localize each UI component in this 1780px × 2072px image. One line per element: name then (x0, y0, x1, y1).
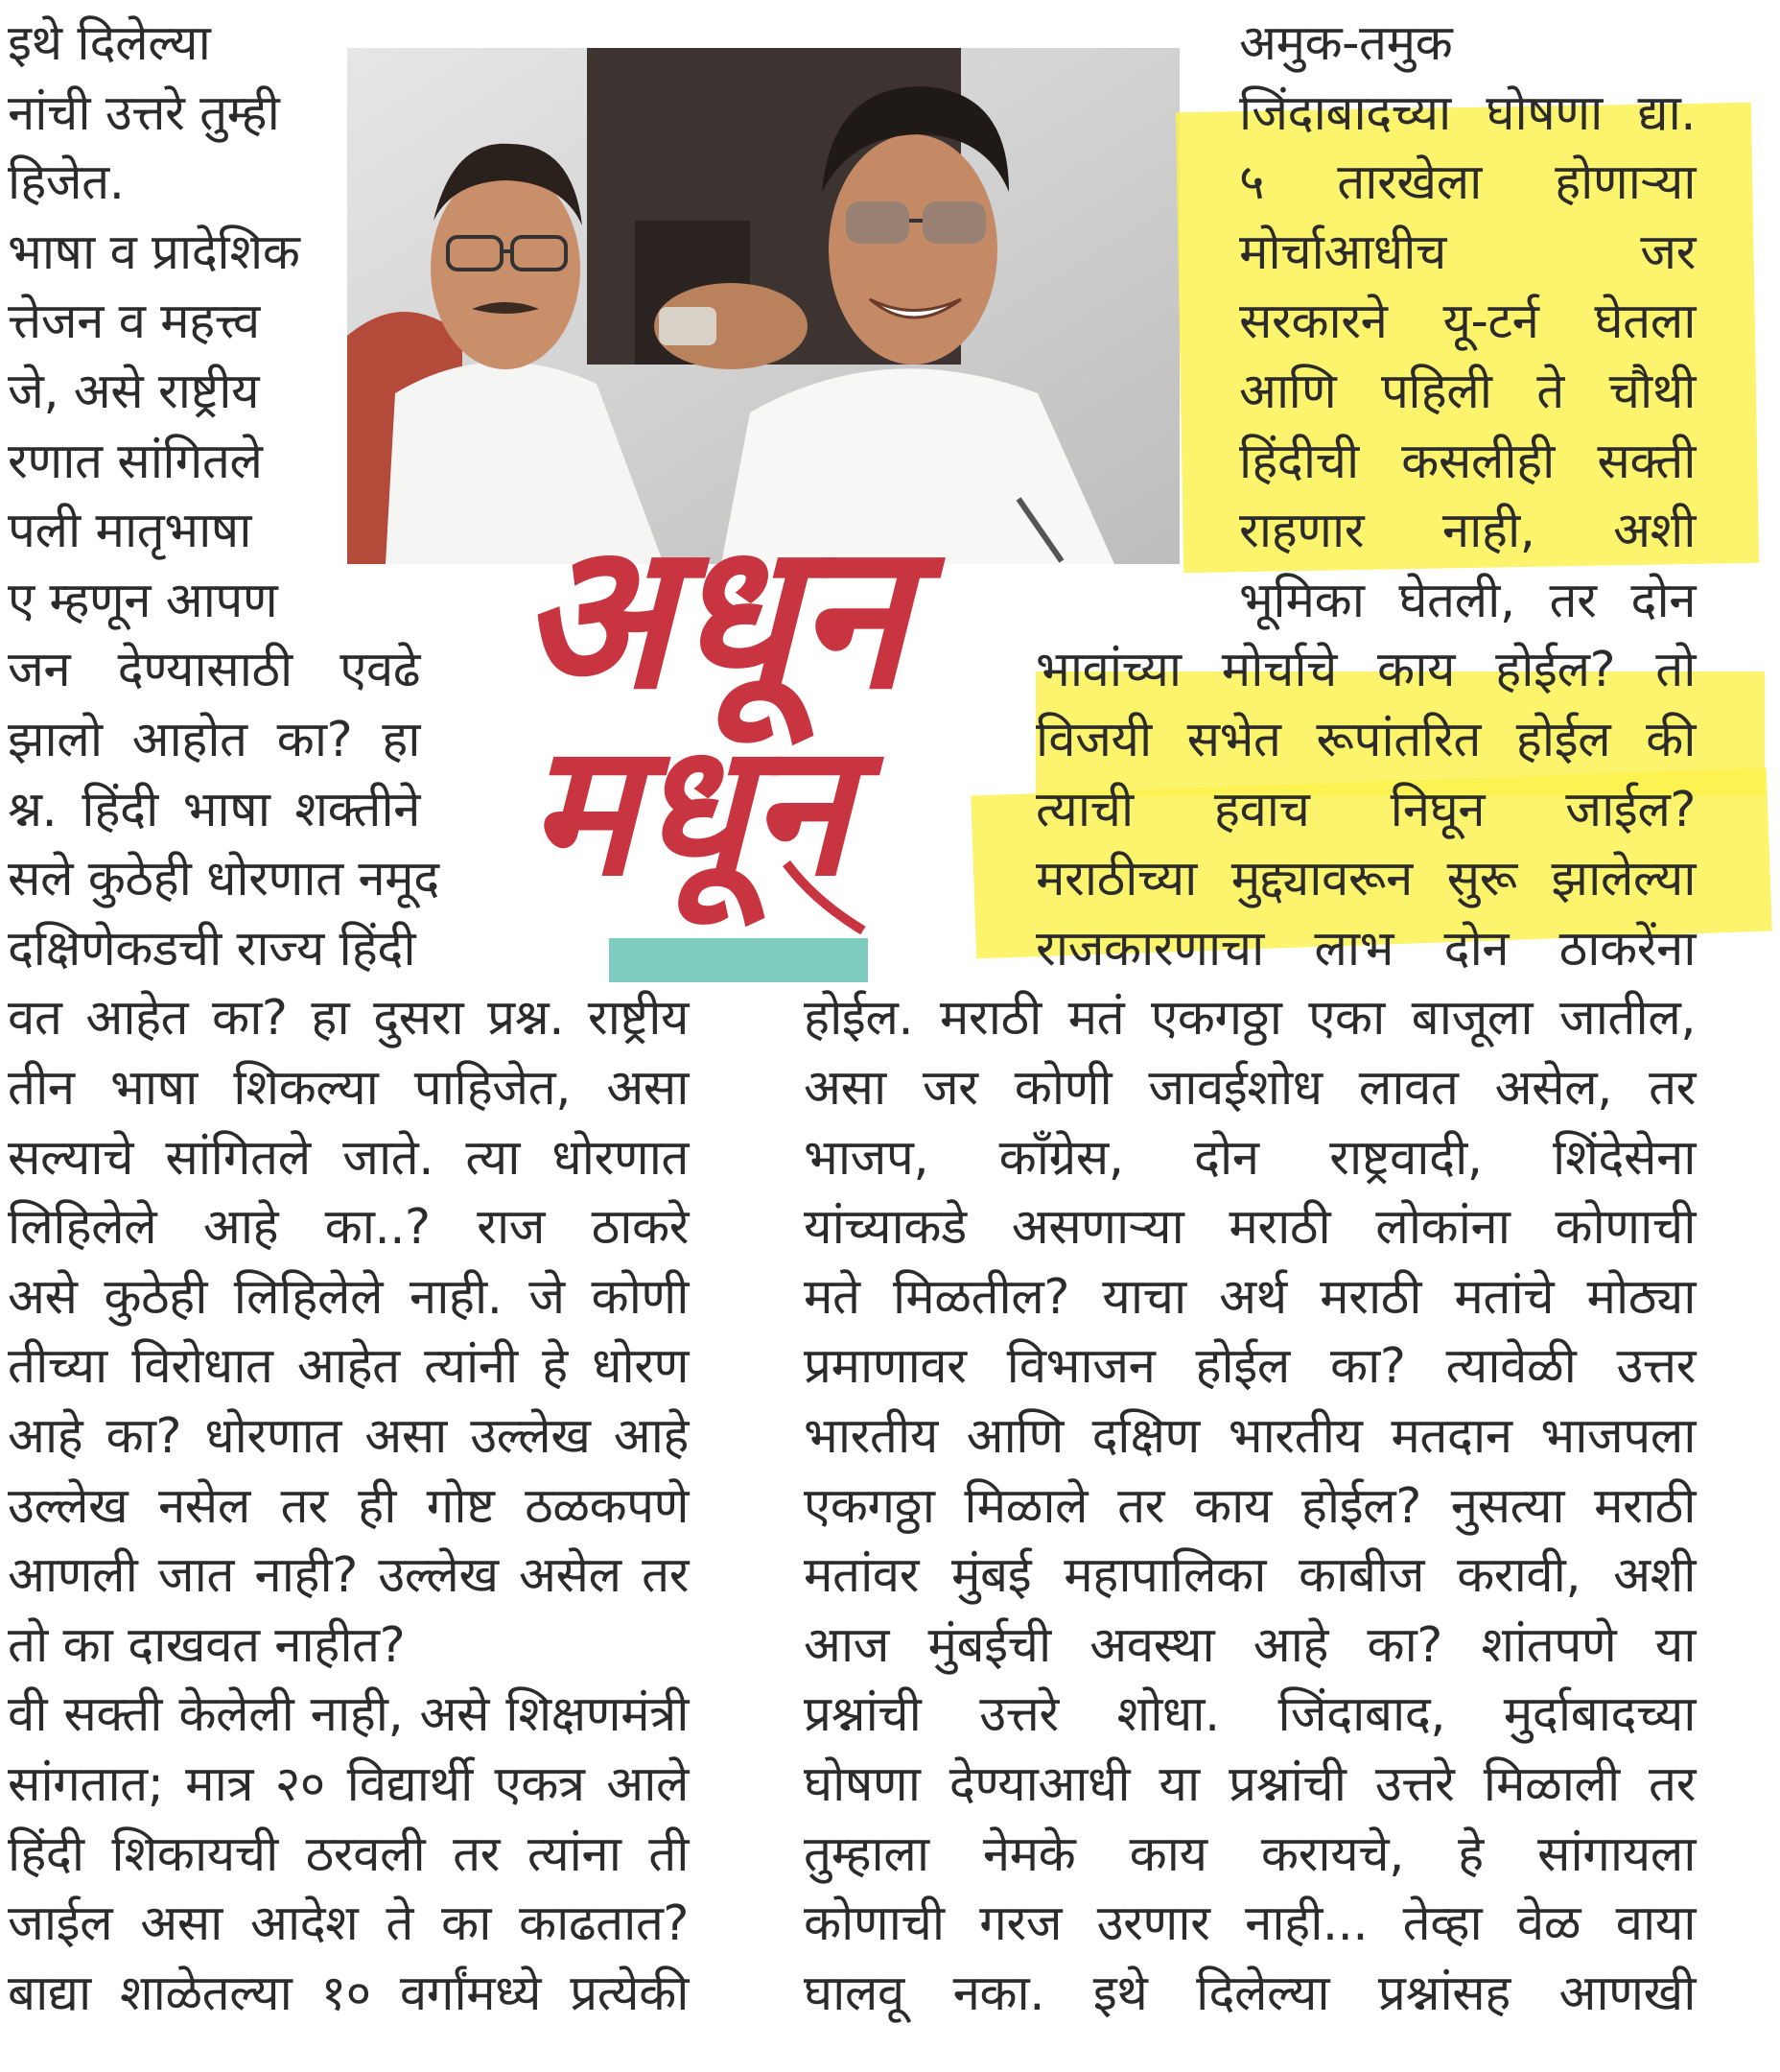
right-column-line: असा जर कोणी जावईशोध लावत असेल, तर (804, 1060, 1696, 1117)
left-column-line: सल्याचे सांगितले जाते. त्या धोरणात (8, 1129, 689, 1187)
right-column-line: मते मिळतील? याचा अर्थ मराठी मतांचे मोठ्या (804, 1268, 1696, 1326)
left-column-line: तीन भाषा शिकल्या पाहिजेत, असा (8, 1060, 689, 1117)
left-column-line: जे, असे राष्ट्रीय (8, 364, 260, 420)
left-column-line: नांची उत्तरे तुम्ही (8, 84, 280, 142)
right-column-line: सरकारने यू-टर्न घेतला (1239, 294, 1696, 351)
left-column-line: वी सक्ती केलेली नाही, असे शिक्षणमंत्री (8, 1686, 689, 1744)
column-logo-line1: अधून (518, 497, 908, 734)
column-logo-bar (609, 938, 868, 982)
right-column-line: मतांवर मुंबई महापालिका काबीज करावी, अशी (804, 1547, 1696, 1605)
left-column-line: झालो आहोत का? हा (8, 712, 420, 768)
right-column-line: अमुक-तमुक (1239, 15, 1453, 72)
left-column-line: वत आहेत का? हा दुसरा प्रश्न. राष्ट्रीय (8, 990, 689, 1048)
right-column-line: आज मुंबईची अवस्था आहे का? शांतपणे या (804, 1616, 1696, 1674)
left-column-line: आहे का? धोरणात असा उल्लेख आहे (8, 1408, 689, 1465)
left-column-line: बाद्या शाळेतल्या १० वर्गांमध्ये प्रत्येकी (8, 1965, 689, 2022)
right-column-line: तुम्हाला नेमके काय करायचे, हे सांगायला (804, 1825, 1696, 1883)
column-logo (499, 480, 959, 978)
left-column-line: त्तेजन व महत्त्व (8, 294, 260, 351)
right-column-line: कोणाची गरज उरणार नाही... तेव्हा वेळ वाया (804, 1895, 1696, 1953)
right-column-line: मराठीच्या मुद्द्यावरून सुरू झालेल्या (1036, 851, 1696, 908)
left-column-line: इथे दिलेल्या (8, 15, 211, 72)
left-column-line: सांगतात; मात्र २० विद्यार्थी एकत्र आले (8, 1756, 689, 1813)
right-column-line: ५ तारखेला होणाऱ्या (1239, 154, 1696, 212)
left-column-line: भाषा व प्रादेशिक (8, 224, 300, 281)
left-column-line: तीच्या विरोधात आहेत त्यांनी हे धोरण (8, 1338, 689, 1396)
right-column-line: भाजप, काँग्रेस, दोन राष्ट्रवादी, शिंदेसेना (804, 1129, 1696, 1187)
left-column-line: श्न. हिंदी भाषा शक्तीने (8, 781, 420, 838)
left-column-line: असे कुठेही लिहिलेले नाही. जे कोणी (8, 1268, 689, 1326)
right-column-line: भूमिका घेतली, तर दोन (1239, 572, 1696, 629)
column-logo-line2: मधून (527, 702, 850, 916)
right-column-line: राहणार नाही, अशी (1239, 503, 1696, 560)
left-column-line: तो का दाखवत नाहीत? (8, 1616, 406, 1674)
right-column-line: मोर्चाआधीच जर (1239, 224, 1696, 281)
right-column-line: होईल. मराठी मतं एकगठ्ठा एका बाजूला जातील, (804, 990, 1696, 1048)
right-column-line: हिंदीची कसलीही सक्ती (1239, 433, 1696, 490)
right-column-line: जिंदाबादच्या घोषणा द्या. (1239, 84, 1696, 142)
right-column-line: विजयी सभेत रूपांतरित होईल की (1036, 712, 1696, 768)
left-column-line: रणात सांगितले (8, 433, 263, 490)
right-column-line: घालवू नका. इथे दिलेल्या प्रश्नांसह आणखी (804, 1965, 1696, 2022)
left-column-line: ए म्हणून आपण (8, 572, 278, 629)
right-column-line: राजकारणाचा लाभ दोन ठाकरेंना (1036, 920, 1696, 977)
right-column-line: भावांच्या मोर्चाचे काय होईल? तो (1036, 642, 1696, 699)
right-column-line: प्रश्नांची उत्तरे शोधा. जिंदाबाद, मुर्दाबादच्या (804, 1686, 1696, 1744)
left-column-line: दक्षिणेकडची राज्य हिंदी (8, 920, 416, 977)
left-column-line: सले कुठेही धोरणात नमूद (8, 851, 439, 908)
right-column-line: घोषणा देण्याआधी या प्रश्नांची उत्तरे मिळाली तर (804, 1756, 1696, 1813)
left-column-line: जाईल असा आदेश ते का काढतात? (8, 1895, 689, 1953)
left-column-line: पली मातृभाषा (8, 503, 251, 560)
left-column-line: हिजेत. (8, 154, 125, 212)
left-column-line: उल्लेख नसेल तर ही गोष्ट ठळकपणे (8, 1477, 689, 1535)
left-column-line: हिंदी शिकायची ठरवली तर त्यांना ती (8, 1825, 689, 1883)
right-column-line: आणि पहिली ते चौथी (1239, 364, 1696, 420)
left-column-line: लिहिलेले आहे का..? राज ठाकरे (8, 1199, 689, 1257)
left-column-line: आणली जात नाही? उल्लेख असेल तर (8, 1547, 689, 1605)
right-column-line: त्याची हवाच निघून जाईल? (1036, 781, 1696, 838)
right-column-line: यांच्याकडे असणाऱ्या मराठी लोकांना कोणाची (804, 1199, 1696, 1257)
right-column-line: भारतीय आणि दक्षिण भारतीय मतदान भाजपला (804, 1408, 1696, 1465)
right-column-line: एकगठ्ठा मिळाले तर काय होईल? नुसत्या मराठी (804, 1477, 1696, 1535)
left-column-line: जन देण्यासाठी एवढे (8, 642, 420, 699)
right-column-line: प्रमाणावर विभाजन होईल का? त्यावेळी उत्तर (804, 1338, 1696, 1396)
